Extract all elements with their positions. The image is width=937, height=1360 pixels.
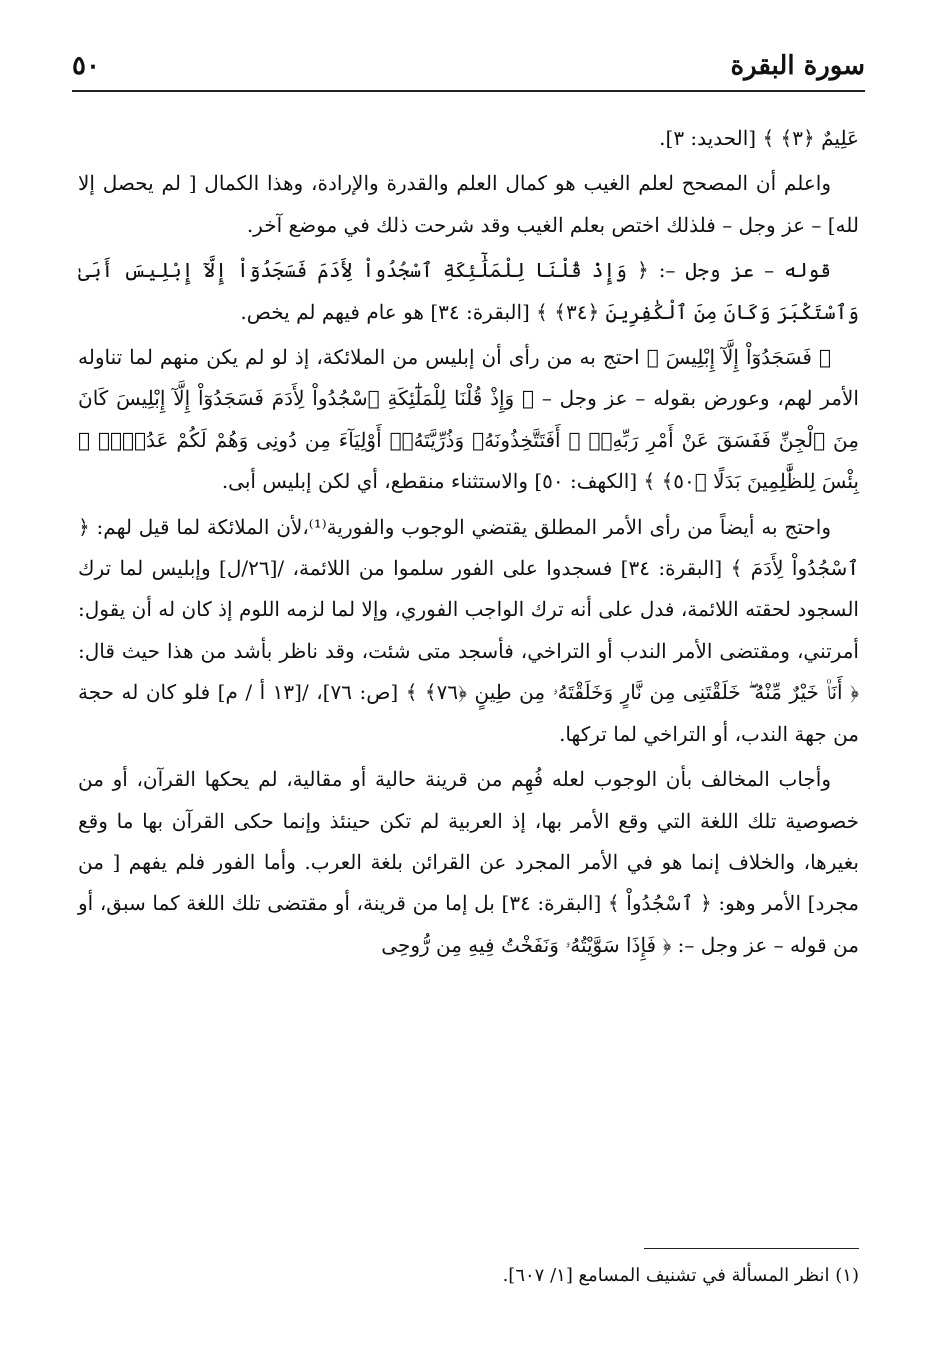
page-number: ٥٠: [72, 51, 100, 81]
surah-title: سورة البقرة: [730, 51, 865, 81]
paragraph-5: واحتج به أيضاً من رأى الأمر المطلق يقتضي الوجوب والفورية⁽¹⁾،لأن الملائكة لما قيل لهم: ﴿ ٱسْجُدُواْ لِأَدَمَ ﴾ [البقرة: ٣٤] فسجدوا على الفور سلموا من اللائمة، /[٢٦/ل] وإبليس لما ترك السجود لحقته اللائمة، فدل على أنه ترك الواجب الفوري، وإلا لما لزمه اللوم إذ كان له أن يقول: أمرتني، ومقتضى الأمر الندب أو التراخي، فأسجد متى شئت، وقد ناظر بأشد من هذا حيث قال: ﴿ أَنَا۠ خَيْرٌ مِّنْهُ ۖ خَلَقْتَنِى مِن نَّارٍ وَخَلَقْتَهُۥ مِن طِينٍ ﴿٧٦﴾ ﴾ [ص: ٧٦]، /[١٣ أ / م] فلو كان له حجة من جهة الندب، أو التراخي لما تركها.: [78, 514, 859, 746]
paragraph-3: قوله – عز وجل –: ﴿ وَإِذْ قُلْنَا لِلْمَلَٰٓئِكَةِ ٱسْجُدُواْ لِأَدَمَ فَسَجَدُوٓاْ إِلَّآ إِبْلِيسَ أَبَىٰ وَٱسْتَكْبَرَ وَكَانَ مِنَ ٱلْكَٰفِرِينَ ﴿٣٤﴾ ﴾ [البقرة: ٣٤] هو عام فيهم لم يخص.: [78, 258, 859, 324]
paragraph-2: واعلم أن المصحح لعلم الغيب هو كمال العلم والقدرة والإرادة، وهذا الكمال [ لم يحصل إلا لله] – عز وجل – فلذلك اختص بعلم الغيب وقد شرحت ذلك في موضع آخر.: [78, 171, 859, 237]
page-header: [72, 46, 865, 86]
paragraph-1: عَلِيمٌ ﴿٣﴾ ﴾ [الحديد: ٣].: [659, 126, 859, 150]
footnote: (١) انظر المسألة في تشنيف المسامع [١/ ٦٠٧].: [502, 1265, 859, 1286]
paragraph-4: ﴿ فَسَجَدُوٓاْ إِلَّآ إِبْلِيسَ ﴾ احتج به من رأى أن إبليس من الملائكة، إذ لو لم يكن منهم لما تناوله الأمر لهم، وعورض بقوله – عز وجل – ﴿ وَإِذْ قُلْنَا لِلْمَلَٰٓئِكَةِ ٱسْجُدُواْ لِأَدَمَ فَسَجَدُوٓاْ إِلَّآ إِبْلِيسَ كَانَ مِنَ ٱلْجِنِّ فَفَسَقَ عَنْ أَمْرِ رَبِّهِۦٓ ۗ أَفَتَتَّخِذُونَهُۥ وَذُرِّيَّتَهُۥٓ أَوْلِيَآءَ مِن دُونِى وَهُمْ لَكُمْ عَدُوٌّۢ ۚ بِئْسَ لِلظَّٰلِمِينَ بَدَلًا ﴿٥٠﴾ ﴾ [الكهف: ٥٠] والاستثناء منقطع، أي لكن إبليس أبى.: [78, 345, 859, 494]
main-text: [78, 118, 859, 970]
footnote-divider: [644, 1248, 859, 1249]
header-divider: [72, 90, 865, 92]
paragraph-6: وأجاب المخالف بأن الوجوب لعله فُهِم من قرينة حالية أو مقالية، لم يحكها القرآن، أو من خصوصية تلك اللغة التي وقع الأمر بها، إذ العربية لم تكن حينئذ وإنما حكى القرآن بها ما وقع بغيرها، والخلاف إنما هو في الأمر المجرد عن القرائن بلغة العرب. وأما الفور فلم يفهم [ من مجرد] الأمر وهو: ﴿ ٱسْجُدُواْ ﴾ [البقرة: ٣٤] بل إما من قرينة، أو مقتضى تلك اللغة كما سبق، أو من قوله – عز وجل –: ﴿ فَإِذَا سَوَّيْتُهُۥ وَنَفَخْتُ فِيهِ مِن رُّوحِى: [78, 767, 860, 957]
